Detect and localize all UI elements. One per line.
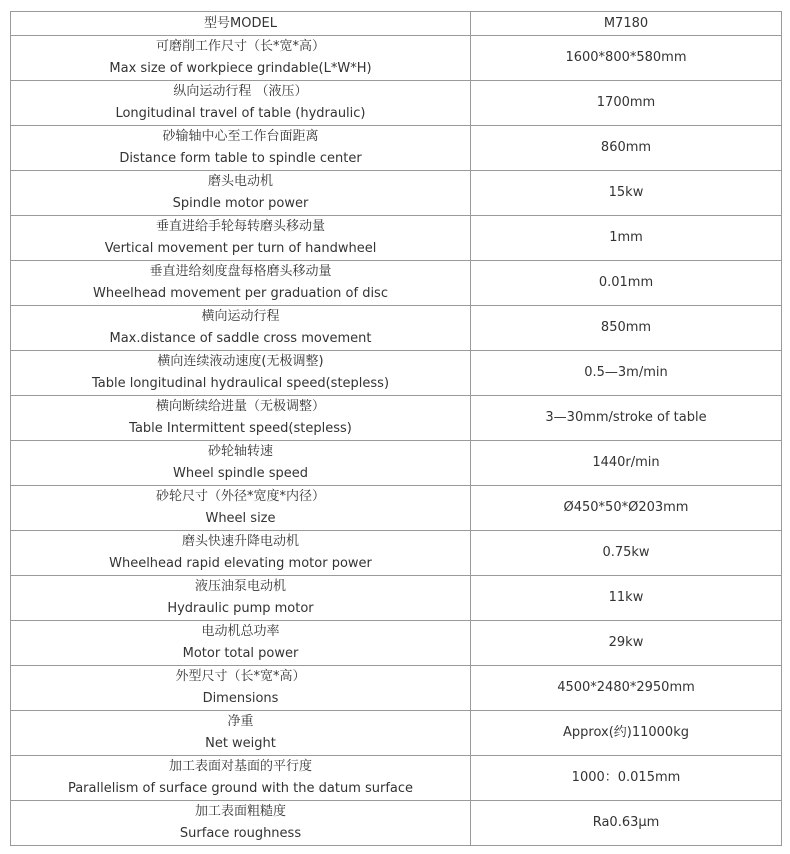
table-row: [11, 261, 782, 306]
parameter-name-english: Table Intermittent speed(stepless): [129, 421, 352, 436]
table-row: [11, 621, 782, 666]
parameter-name-english: Motor total power: [182, 646, 299, 661]
parameter-value-cell: 4500*2480*2950mm: [471, 666, 782, 711]
parameter-name-english: Wheelhead rapid elevating motor power: [109, 556, 372, 571]
parameter-name-english: Hydraulic pump motor: [167, 601, 314, 616]
table-row: [11, 801, 782, 846]
parameter-name-english: Surface roughness: [179, 826, 302, 841]
table-row: [11, 351, 782, 396]
model-value-cell: M7180: [471, 12, 782, 36]
parameter-name-english: Wheelhead movement per graduation of disc: [93, 286, 388, 301]
table-row: [11, 396, 782, 441]
table-row: [11, 216, 782, 261]
parameter-name-english: Distance form table to spindle center: [119, 151, 362, 166]
parameter-label-cell: [11, 396, 471, 441]
parameter-label-cell: [11, 801, 471, 846]
parameter-label-cell: [11, 666, 471, 711]
parameter-value-cell: 1440r/min: [471, 441, 782, 486]
parameter-name-chinese: 垂直进给手轮每转磨头移动量: [155, 219, 325, 234]
parameter-label-cell: [11, 351, 471, 396]
parameter-label-cell: [11, 756, 471, 801]
parameter-value-cell: Ø450*50*Ø203mm: [471, 486, 782, 531]
parameter-label-cell: [11, 306, 471, 351]
table-row: [11, 531, 782, 576]
table-row: [11, 171, 782, 216]
parameter-label-cell: [11, 81, 471, 126]
parameter-label-cell: [11, 711, 471, 756]
parameter-name-english: Spindle motor power: [172, 196, 309, 211]
parameter-name-chinese: 磨头电动机: [207, 174, 273, 189]
parameter-name-english: Max size of workpiece grindable(L*W*H): [109, 61, 372, 76]
parameter-name-chinese: 砂轮轴转速: [207, 444, 273, 459]
parameter-value-cell: 29kw: [471, 621, 782, 666]
parameter-value-cell: 3—30mm/stroke of table: [471, 396, 782, 441]
parameter-name-english: Dimensions: [202, 691, 279, 706]
parameter-name-chinese: 纵向运动行程 （液压）: [173, 84, 308, 99]
parameter-value-cell: 1mm: [471, 216, 782, 261]
model-label-cell: 型号MODEL: [11, 12, 471, 36]
parameter-name-english: Wheel spindle speed: [173, 466, 308, 481]
parameter-name-chinese: 磨头快速升降电动机: [181, 534, 299, 549]
table-row: [11, 576, 782, 621]
parameter-label-cell: [11, 621, 471, 666]
parameter-label-cell: [11, 36, 471, 81]
parameter-value-cell: 0.5—3m/min: [471, 351, 782, 396]
parameter-name-chinese: 加工表面粗糙度: [194, 804, 286, 819]
parameter-name-chinese: 砂轮尺寸（外径*宽度*内径）: [155, 489, 325, 504]
table-row: [11, 306, 782, 351]
parameter-label-cell: [11, 441, 471, 486]
parameter-value-cell: Approx(约)11000kg: [471, 711, 782, 756]
specification-table-body: [11, 12, 782, 846]
parameter-label-cell: [11, 261, 471, 306]
table-row: [11, 486, 782, 531]
parameter-name-chinese: 横向断续给进量（无极调整）: [155, 399, 325, 414]
table-row: [11, 81, 782, 126]
parameter-value-cell: 850mm: [471, 306, 782, 351]
parameter-name-english: Table longitudinal hydraulical speed(stepless): [91, 376, 390, 391]
parameter-value-cell: 1600*800*580mm: [471, 36, 782, 81]
parameter-label-cell: [11, 126, 471, 171]
parameter-name-chinese: 电动机总功率: [201, 624, 280, 639]
parameter-label-cell: [11, 486, 471, 531]
parameter-label-cell: [11, 171, 471, 216]
parameter-name-chinese: 垂直进给刻度盘每格磨头移动量: [149, 264, 332, 279]
table-row: [11, 441, 782, 486]
table-row: [11, 756, 782, 801]
parameter-value-cell: 15kw: [471, 171, 782, 216]
parameter-name-chinese: 加工表面对基面的平行度: [168, 759, 312, 774]
parameter-name-english: Max.distance of saddle cross movement: [109, 331, 372, 346]
parameter-name-chinese: 横向连续液动速度(无极调整): [157, 354, 324, 369]
parameter-value-cell: 11kw: [471, 576, 782, 621]
parameter-name-chinese: 砂输轴中心至工作台面距离: [162, 129, 319, 144]
parameter-name-chinese: 可磨削工作尺寸（长*宽*高）: [155, 39, 325, 54]
table-row: [11, 711, 782, 756]
parameter-value-cell: 1000：0.015mm: [471, 756, 782, 801]
parameter-value-cell: 1700mm: [471, 81, 782, 126]
parameter-label-cell: [11, 216, 471, 261]
parameter-name-chinese: 横向运动行程: [201, 309, 280, 324]
parameter-name-chinese: 净重: [227, 714, 254, 729]
parameter-value-cell: 860mm: [471, 126, 782, 171]
table-row: [11, 666, 782, 711]
parameter-value-cell: 0.01mm: [471, 261, 782, 306]
table-row: [11, 36, 782, 81]
parameter-name-english: Net weight: [205, 736, 276, 751]
parameter-label-cell: [11, 531, 471, 576]
parameter-value-cell: 0.75kw: [471, 531, 782, 576]
specification-table: [10, 11, 782, 846]
parameter-name-english: Vertical movement per turn of handwheel: [104, 241, 377, 256]
parameter-value-cell: Ra0.63μm: [471, 801, 782, 846]
parameter-label-cell: [11, 576, 471, 621]
parameter-name-chinese: 液压油泵电动机: [194, 579, 286, 594]
table-header-row: [11, 12, 782, 36]
parameter-name-english: Longitudinal travel of table (hydraulic): [115, 106, 366, 121]
parameter-name-english: Parallelism of surface ground with the datum surface: [67, 781, 414, 796]
parameter-name-chinese: 外型尺寸（长*宽*高）: [175, 669, 306, 684]
table-row: [11, 126, 782, 171]
parameter-name-english: Wheel size: [205, 511, 276, 526]
